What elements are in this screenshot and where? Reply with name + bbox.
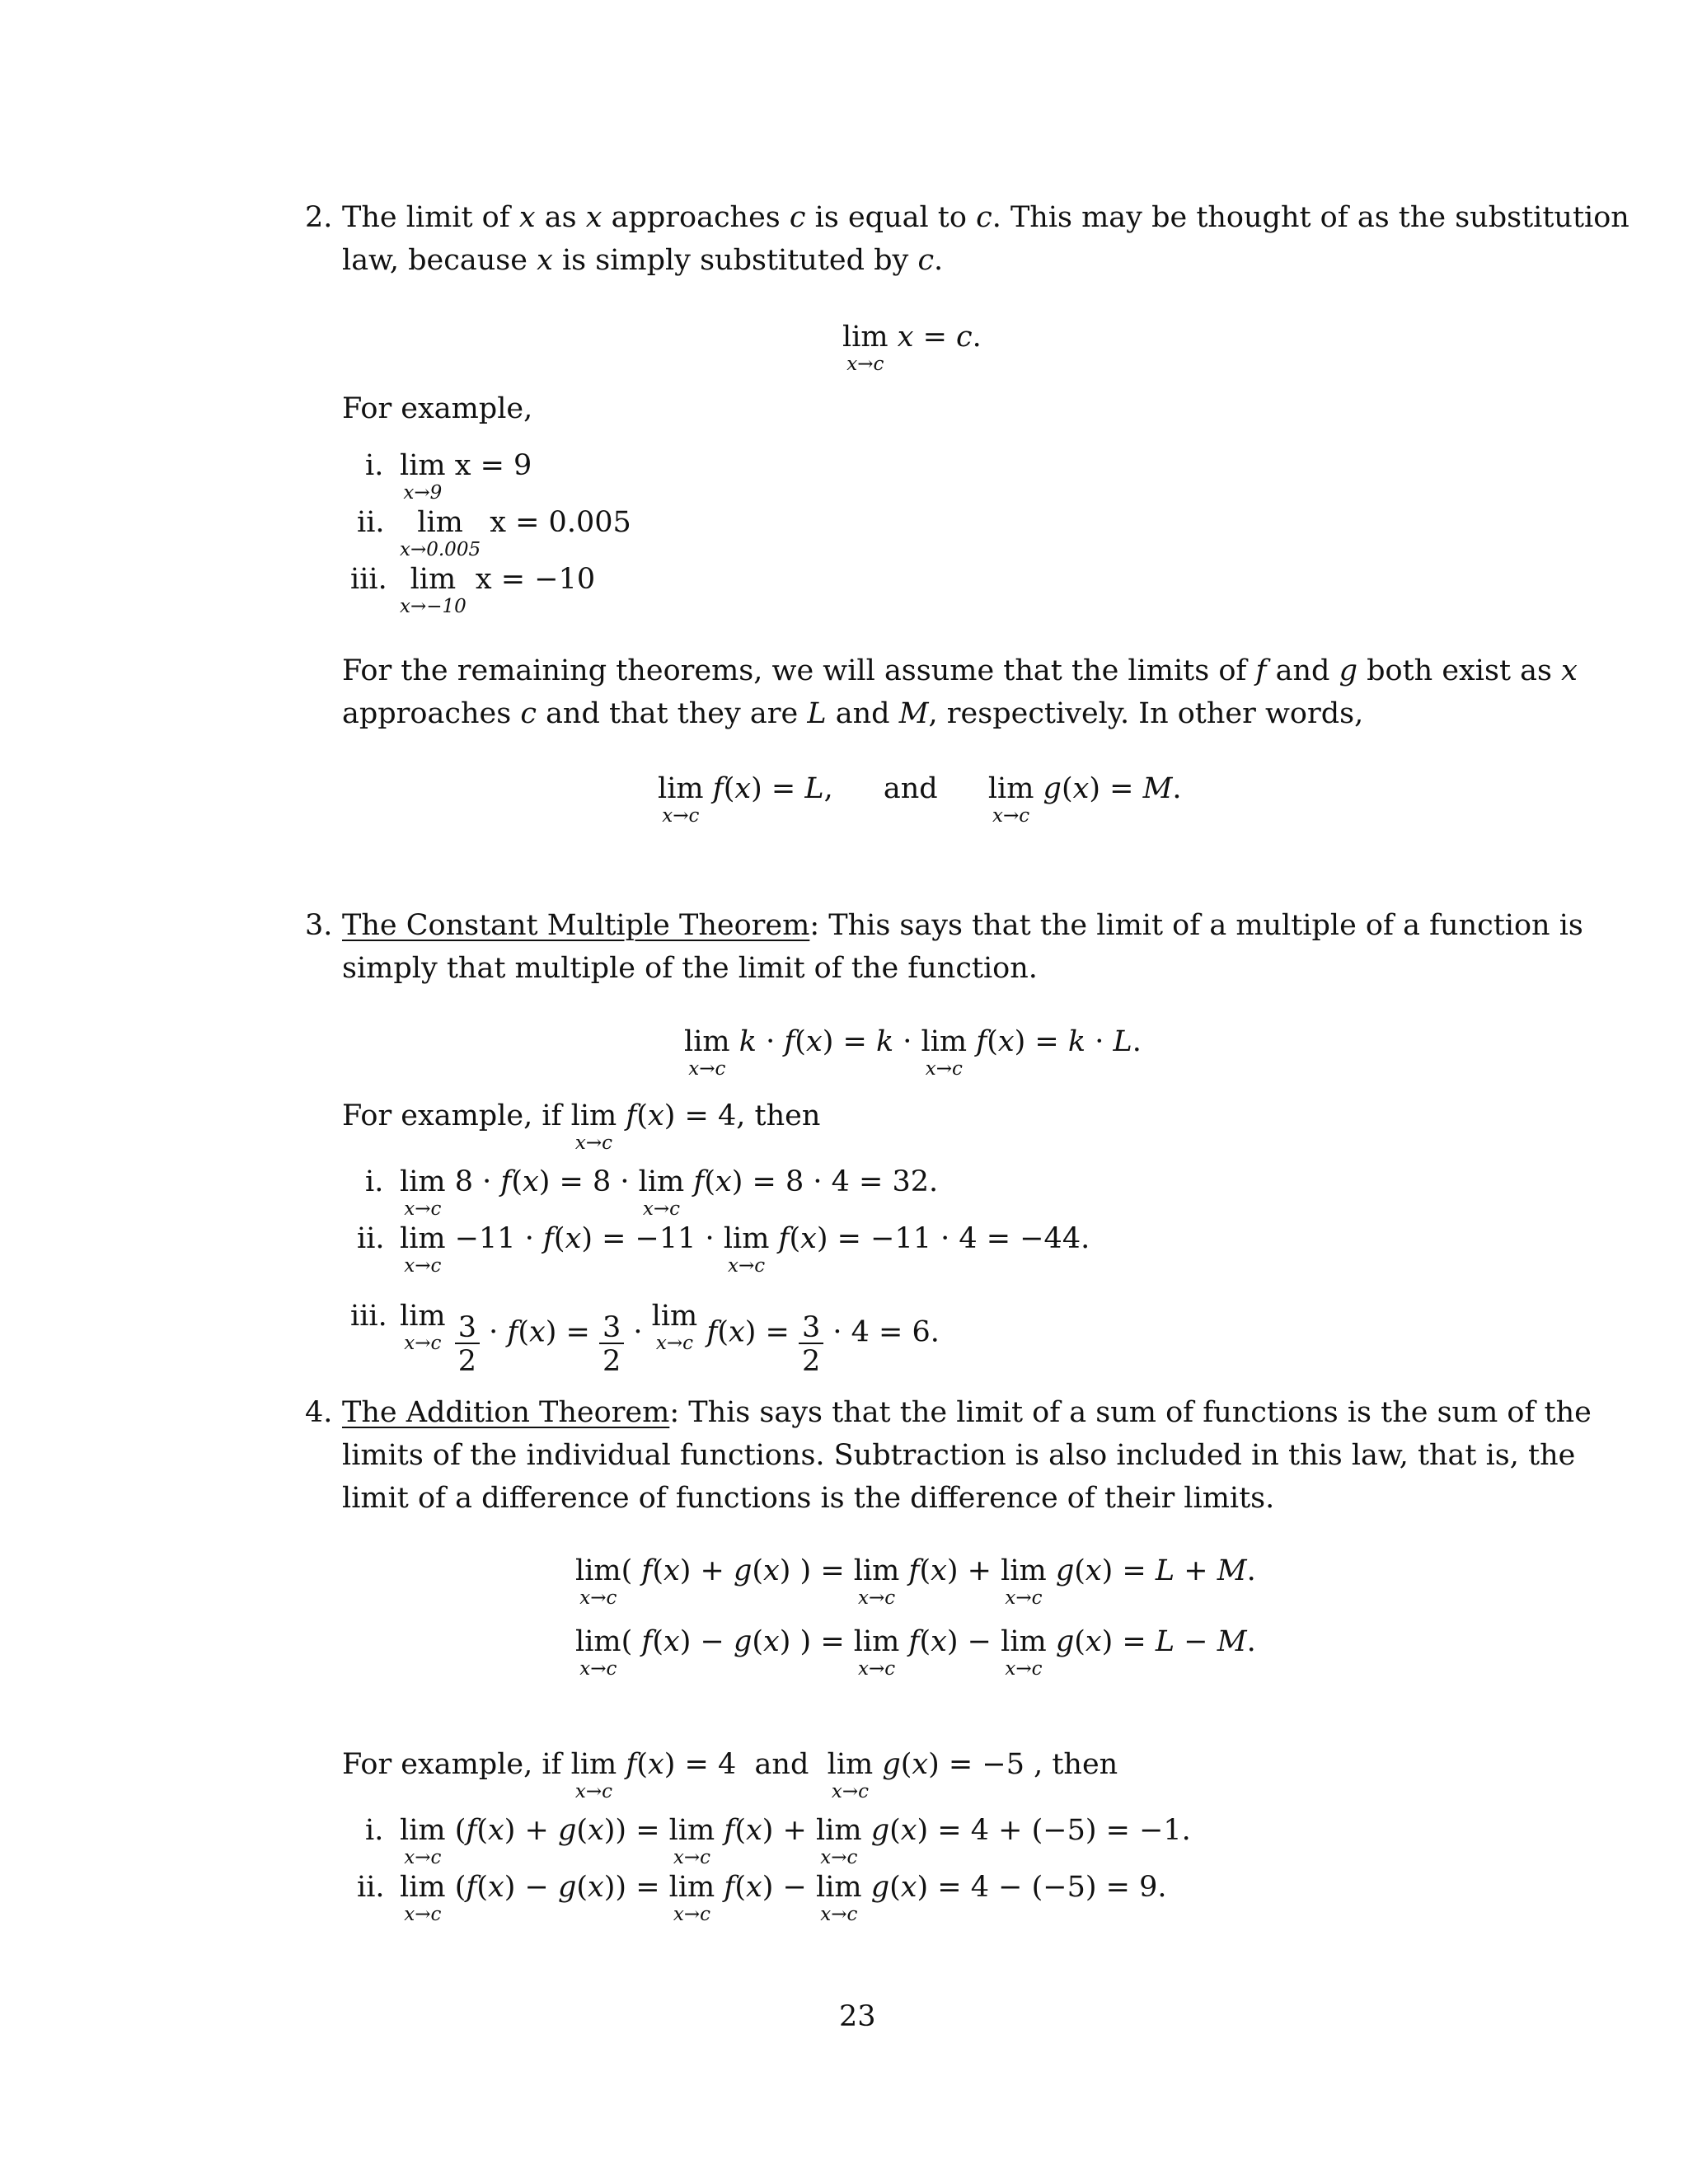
example-limit-minus10: lim x→−10 x = −10 <box>400 563 596 617</box>
item-2-line-1: The limit of x as x approaches c is equal to c. This may be thought of as the substitution <box>342 201 1629 234</box>
example-limit-9: lim x→9 x = 9 <box>400 449 532 504</box>
equation-substitution: lim x→c x = c. <box>842 321 982 375</box>
for-example-if-constant: For example, if lim x→c f(x) = 4, then <box>342 1099 821 1154</box>
item-3-line-2: simply that multiple of the limit of the function. <box>342 952 1038 985</box>
page-number: 23 <box>839 2000 876 2033</box>
equation-addition-sum: lim x→c ( f(x) + g(x) ) = lim x→c f(x) + lim x→c g(x) = L + M. <box>575 1554 1256 1609</box>
remaining-line-2: approaches c and that they are L and M, respectively. In other words, <box>342 697 1364 730</box>
cm-example-2: lim x→c −11 · f(x) = −11 · lim x→c f(x) = −11 · 4 = −44. <box>400 1222 1090 1277</box>
cm-example-1: lim x→c 8 · f(x) = 8 · lim x→c f(x) = 8 · 4 = 32. <box>400 1165 939 1220</box>
item-3-number: 3. <box>305 909 333 942</box>
item-4-number: 4. <box>305 1396 333 1429</box>
equation-limits-L-M: lim x→c f(x) = L, and lim x→c g(x) = M. <box>658 772 1182 827</box>
constant-multiple-theorem-title: The Constant Multiple Theorem <box>342 909 810 942</box>
item-3-line-1: The Constant Multiple Theorem: This says that the limit of a multiple of a function is <box>342 909 1583 942</box>
item-2-number: 2. <box>305 201 333 234</box>
example-limit-0005: lim x→0.005 x = 0.005 <box>400 506 631 560</box>
example-roman-ii: ii. <box>357 506 385 539</box>
example-roman-iii: iii. <box>350 563 387 596</box>
example-roman-i: i. <box>365 449 384 482</box>
addition-theorem-title: The Addition Theorem <box>342 1396 670 1429</box>
equation-addition-difference: lim x→c ( f(x) − g(x) ) = lim x→c f(x) − lim x→c g(x) = L − M. <box>575 1625 1256 1680</box>
cm-roman-i: i. <box>365 1165 384 1198</box>
item-4-line-3: limit of a difference of functions is the difference of their limits. <box>342 1482 1275 1515</box>
add-example-2: lim x→c (f(x) − g(x)) = lim x→c f(x) − lim x→c g(x) = 4 − (−5) = 9. <box>400 1871 1167 1925</box>
item-4-line-1: The Addition Theorem: This says that the limit of a sum of functions is the sum of the <box>342 1396 1592 1429</box>
cm-roman-iii: iii. <box>350 1300 387 1333</box>
cm-roman-ii: ii. <box>357 1222 385 1255</box>
add-roman-i: i. <box>365 1814 384 1847</box>
item-2-line-2: law, because x is simply substituted by c. <box>342 244 944 277</box>
add-example-1: lim x→c (f(x) + g(x)) = lim x→c f(x) + lim x→c g(x) = 4 + (−5) = −1. <box>400 1814 1191 1868</box>
remaining-line-1: For the remaining theorems, we will assume that the limits of f and g both exist as x <box>342 654 1578 687</box>
cm-example-3: lim x→c $\frac{3}{2}$ · f(x) = $\frac{3}{2}$ · lim x→c f(x) = $\frac{3}{2}$ · 4 = 6. <box>400 1300 940 1378</box>
add-roman-ii: ii. <box>357 1871 385 1904</box>
item-4-line-2: limits of the individual functions. Subtraction is also included in this law, that is, the <box>342 1439 1576 1472</box>
for-example-if-addition: For example, if lim x→c f(x) = 4 and lim x→c g(x) = −5 , then <box>342 1748 1118 1802</box>
for-example-label: For example, <box>342 392 533 425</box>
equation-constant-multiple: lim x→c k · f(x) = k · lim x→c f(x) = k · L. <box>684 1025 1142 1080</box>
